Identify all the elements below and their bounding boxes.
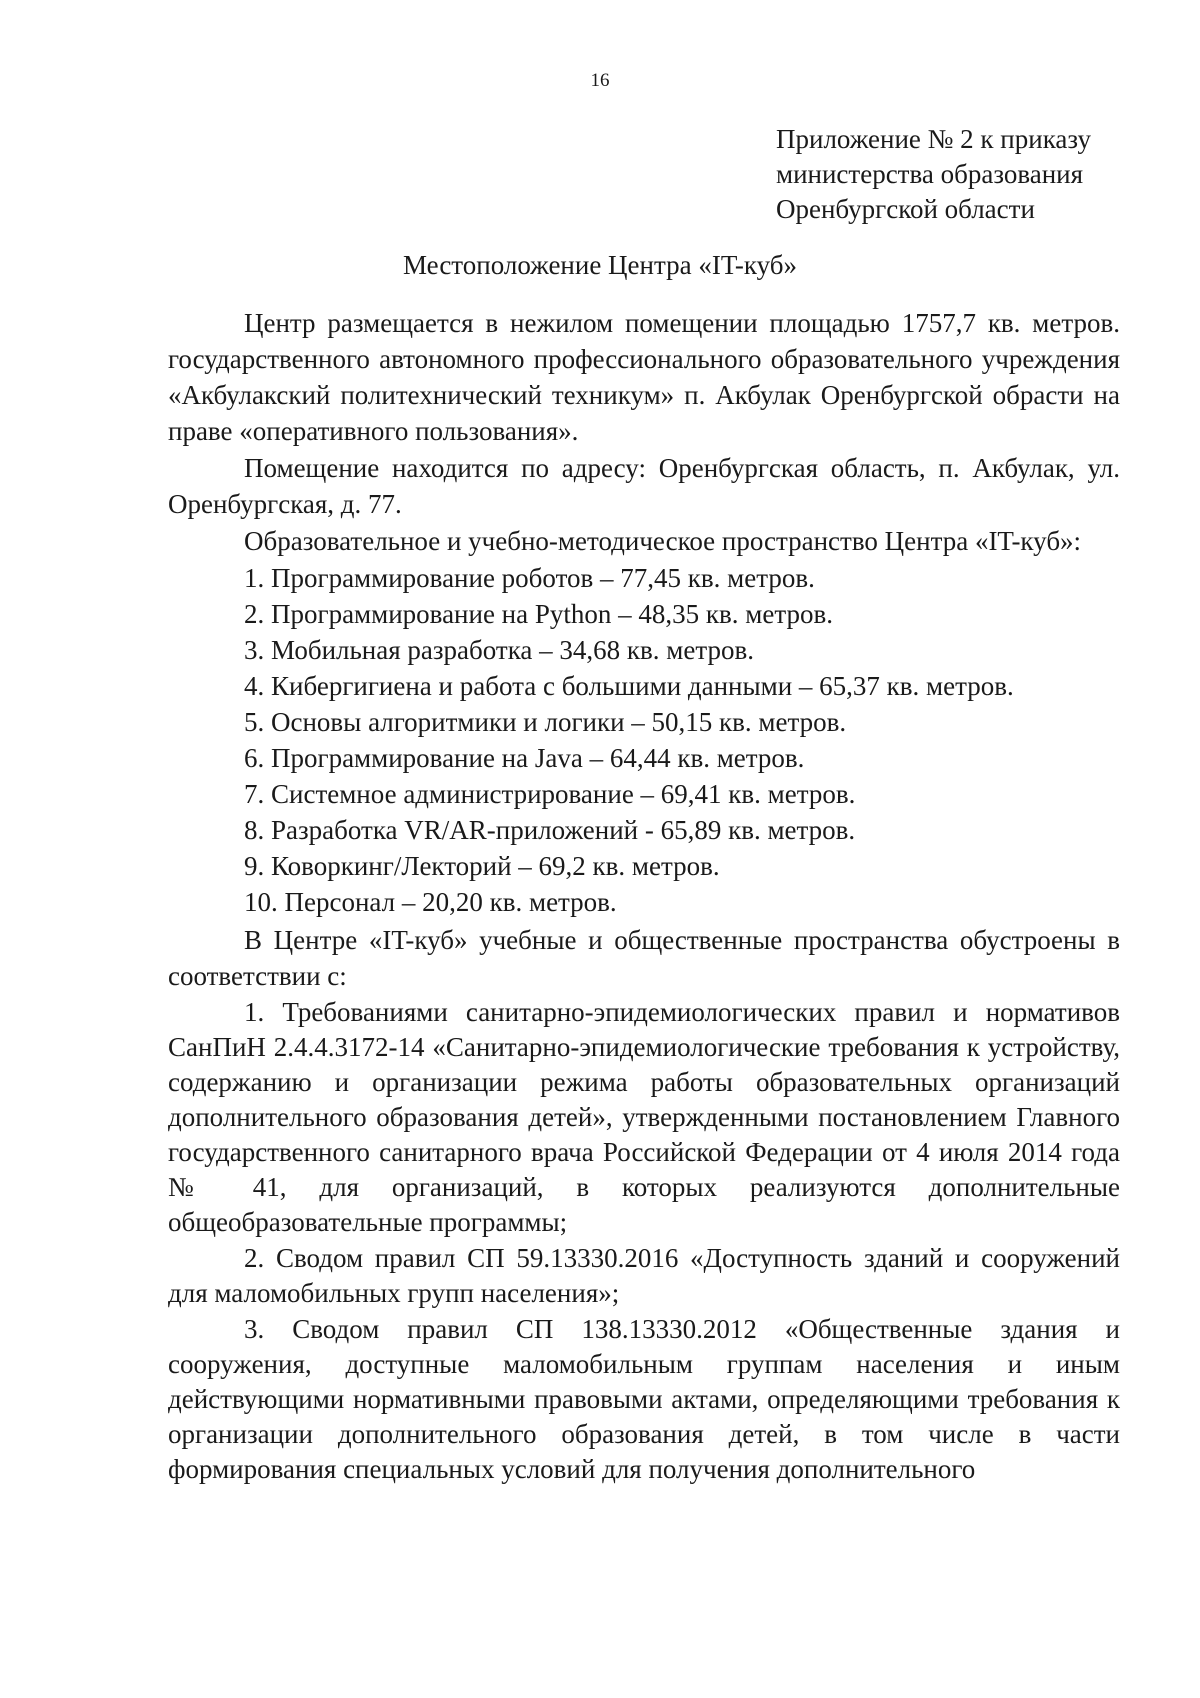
list-item: 1. Программирование роботов – 77,45 кв. метров. (244, 563, 815, 593)
page-number: 16 (590, 70, 610, 91)
list-item: 9. Коворкинг/Лекторий – 69,2 кв. метров. (244, 851, 720, 881)
list-item: 8. Разработка VR/AR-приложений - 65,89 кв. метров. (244, 815, 856, 845)
document-title: Местоположение Центра «IT-куб» (403, 250, 797, 280)
list-item: 5. Основы алгоритмики и логики – 50,15 кв. метров. (244, 707, 847, 737)
paragraph-location: Центр размещается в нежилом помещении площадью 1757,7 кв. метров. государственного автономного профессионального образовательного учреждения «Акбулакский политехнический техникум» п. Акбулак Оренбургской обрасти на праве «оперативного пользования». (168, 308, 1120, 446)
paragraph-spaces-intro: Образовательное и учебно-методическое пространство Центра «IT-куб»: (244, 526, 1082, 556)
document-body (168, 305, 1120, 1488)
spaces-list (168, 560, 1120, 920)
paragraph-sp-59: 2. Сводом правил СП 59.13330.2016 «Доступность зданий и сооружений для маломобильных групп населения»; (168, 1243, 1120, 1308)
appendix-line: министерства образования (776, 159, 1084, 189)
paragraph-sanpin: 1. Требованиями санитарно-эпидемиологических правил и нормативов СанПиН 2.4.4.3172-14 «Санитарно-эпидемиологические требования к устройству, содержанию и организации режима работы образовательных организаций дополнительного образования детей», утвержденными постановлением Главного государственного санитарного врача Российской Федерации от 4 июля 2014 года № 41, для организаций, в которых реализуются дополнительные общеобразовательные программы; (168, 997, 1120, 1237)
appendix-line: Приложение № 2 к приказу (776, 124, 1091, 154)
paragraph-compliance-intro: В Центре «IT-куб» учебные и общественные пространства обустроены в соответствии с: (168, 925, 1120, 991)
paragraph-sp-138: 3. Сводом правил СП 138.13330.2012 «Общественные здания и сооружения, доступные маломобильным группам населения и иным действующими нормативными правовыми актами, определяющими требования к организации дополнительного образования детей, в том числе в части формирования специальных условий для получения дополнительного (168, 1314, 1120, 1484)
list-item: 4. Кибергигиена и работа с большими данными – 65,37 кв. метров. (244, 671, 1014, 701)
paragraph-address: Помещение находится по адресу: Оренбургская область, п. Акбулак, ул. Оренбургская, д. 77. (168, 453, 1120, 519)
list-item: 7. Системное администрирование – 69,41 кв. метров. (244, 779, 856, 809)
appendix-line: Оренбургской области (776, 194, 1035, 224)
list-item: 3. Мобильная разработка – 34,68 кв. метров. (244, 635, 754, 665)
appendix-header (776, 122, 1091, 227)
list-item: 10. Персонал – 20,20 кв. метров. (244, 887, 617, 917)
list-item: 2. Программирование на Python – 48,35 кв. метров. (244, 599, 833, 629)
list-item: 6. Программирование на Java – 64,44 кв. метров. (244, 743, 805, 773)
